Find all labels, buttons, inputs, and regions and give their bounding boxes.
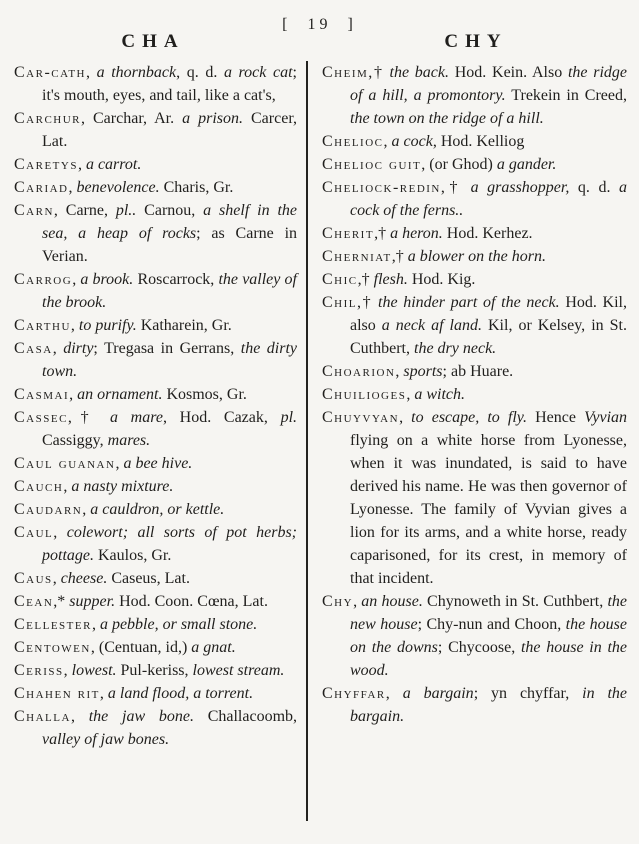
dictionary-entry [322,291,627,360]
entry-headword: Chahen rit [14,685,100,702]
dictionary-entry [14,176,297,199]
entry-text: the hinder part of the neck. [378,294,560,311]
entry-headword: Carchur [14,110,82,127]
entry-headword: Caul guanan [14,455,116,472]
dictionary-entry [322,268,627,291]
entry-text: a blower on the horn. [407,248,546,265]
entry-text: , Hod. Cazak, [162,409,281,426]
entry-text: Caseus, Lat. [107,570,190,587]
entry-text: a grasshopper, [470,179,570,196]
entry-headword: Carn [14,202,54,219]
dictionary-entry [14,659,297,682]
dictionary-entry [322,406,627,590]
entry-text: , Hod. Kelliog [432,133,525,150]
entry-text: the ridge of a hill, a promontory. [350,64,628,104]
entry-headword: Cheim [322,64,369,81]
dictionary-entry [322,383,627,406]
entry-text: , [383,133,392,150]
entry-text: ; Chy-nun and Choon, [417,616,566,633]
dictionary-entry [322,153,627,176]
page-number: [ 19 ] [282,16,357,33]
entry-text: in the bargain. [350,685,628,725]
entry-headword: Carrog [14,271,73,288]
dictionary-entry [14,682,297,705]
entry-text: the house in the wood. [350,639,628,679]
entry-text: Roscarrock, [133,271,219,288]
entry-text: ; Tregasa in Gerrans, [93,340,241,357]
entry-text: , q. d. [176,64,224,81]
entry-text: cheese. [60,570,108,587]
dictionary-entry [322,222,627,245]
dictionary-entry [14,314,297,337]
entry-text: pl. [280,409,298,426]
entry-text: , [406,386,415,403]
entry-text: a heron. [390,225,443,242]
entry-headword: Casa [14,340,53,357]
entry-headword: Cellester [14,616,92,633]
entry-headword: Centowen [14,639,91,656]
entry-text: a rock cat [223,64,293,81]
dictionary-entry [14,337,297,383]
entry-text: ,† [391,248,408,265]
entry-text: flesh. [373,271,408,288]
entry-text: , [52,570,61,587]
entry-headword: Ceriss [14,662,64,679]
running-head-left: CHA [121,31,185,52]
entry-text: Hod. Kil, also [350,294,627,334]
entry-text: the new house [350,593,628,633]
entry-text: benevolence. [76,179,160,196]
entry-text: pl.. [115,202,137,219]
entry-text: , [63,478,72,495]
entry-text: , [353,593,362,610]
entry-headword: Cherniat [322,248,392,265]
entry-headword: Chuilioges [322,386,407,403]
entry-text: , [70,317,79,334]
entry-text: , (or Ghod) [421,156,497,173]
dictionary-entry [14,590,297,613]
entry-text: Katharein, Gr. [136,317,232,334]
entry-text: a thornback [96,64,177,81]
entry-text: , [53,524,67,541]
entry-text: , [385,685,403,702]
entry-headword: Cariad [14,179,69,196]
entry-text: the dirty town. [42,340,298,380]
entry-text: Carnou, [136,202,204,219]
entry-text: the jaw bone. [88,708,194,725]
entry-text: a cock of the ferns.. [350,179,628,219]
entry-text: Kil, or Kelsey, in St. Cuthbert, [350,317,627,357]
entry-headword: Cean [14,593,54,610]
entry-text: ,† [357,271,374,288]
entry-headword: Cherit [322,225,375,242]
dictionary-entry [322,245,627,268]
entry-text: Trekein in Creed, [505,87,628,104]
entry-text: the town on the ridge of a hill. [350,110,544,127]
entry-text: , [86,64,97,81]
entry-text: colewort; all sorts of pot herbs; pottage. [42,524,298,564]
dictionary-entry [14,521,297,567]
entry-text: Cassiggy, [42,432,108,449]
entry-headword: Caus [14,570,53,587]
entry-text: Charis, Gr. [159,179,234,196]
entry-text: , (Centuan, id,) [90,639,192,656]
entry-text: a bargain [402,685,474,702]
entry-text: ,† [357,294,379,311]
entry-headword: Caudarn [14,501,83,518]
entry-text: a nasty mixture. [71,478,174,495]
entry-text: to escape, to fly. [411,409,527,426]
dictionary-entry [322,360,627,383]
entry-text: a neck af land. [381,317,482,334]
dictionary-entry [322,682,627,728]
entry-headword: Caretys [14,156,78,173]
entry-text: , [82,501,91,518]
entry-text: a brook. [80,271,134,288]
entry-headword: Chyffar [322,685,386,702]
entry-text: , Carchar, Ar. [81,110,183,127]
dictionary-entry [14,613,297,636]
entry-text: , [68,179,77,196]
entry-text: an ornament. [77,386,163,403]
entry-headword: Challa [14,708,71,725]
entry-text: ,* [53,593,70,610]
entry-text: Hod. Kein. Also [449,64,568,81]
entry-text: mares. [107,432,151,449]
entry-text: , [69,386,78,403]
dictionary-entry [14,107,297,153]
entry-text: ,† [374,225,391,242]
entry-text: ; ab Huare. [442,363,514,380]
entry-text: Chynoweth in St. Cuthbert, [422,593,608,610]
entry-text: sports [403,363,443,380]
column-divider-rule [306,61,308,821]
entry-text: a shelf in the sea, a heap of rocks [42,202,298,242]
entry-text: dirty [63,340,94,357]
entry-headword: Car-cath [14,64,87,81]
dictionary-entry [322,176,627,222]
entry-text: Hod. Kerhez. [442,225,533,242]
dictionary-entry [14,498,297,521]
dictionary-entry [322,590,627,682]
entry-headword: Chelioc [322,133,384,150]
entry-text: , [72,271,81,288]
entry-text: a mare [109,409,163,426]
entry-text: Hod. Coon. Cœna, Lat. [115,593,268,610]
dictionary-entry [14,383,297,406]
entry-text: the dry neck. [414,340,497,357]
entry-text: a carrot. [85,156,142,173]
entry-text: a witch. [414,386,466,403]
entry-text: lowest stream. [192,662,285,679]
entry-text: a pebble, or small stone. [99,616,258,633]
entry-text: the valley of the brook. [42,271,297,311]
running-head-right: CHY [444,31,508,52]
entry-text: Pul-keriss, [116,662,193,679]
entry-text: a cock [391,133,433,150]
entry-text: a prison. [182,110,244,127]
entry-text: , Carne, [53,202,116,219]
entry-text: , [399,409,412,426]
entry-text: , [70,708,89,725]
entry-text: ,† [67,409,110,426]
entry-headword: Carthu [14,317,71,334]
entry-headword: Chelioc guit [322,156,422,173]
entry-text: , [99,685,108,702]
entry-text: a gnat. [191,639,236,656]
left-column [14,61,297,751]
entry-headword: Chy [322,593,354,610]
entry-headword: Cauch [14,478,64,495]
entry-text: valley of jaw bones. [42,731,170,748]
entry-text: a gander. [496,156,557,173]
entry-text: a cauldron, or kettle. [90,501,225,518]
entry-headword: Caul [14,524,54,541]
dictionary-entry [14,452,297,475]
entry-text: , [77,156,86,173]
dictionary-entry [14,705,297,751]
dictionary-entry [322,61,627,130]
dictionary-entry [14,153,297,176]
dictionary-entry [14,475,297,498]
entry-text: Kaulos, Gr. [94,547,172,564]
entry-text: supper. [69,593,116,610]
entry-text: q. d. [569,179,620,196]
entry-headword: Chil [322,294,357,311]
entry-headword: Cheliock-redin [322,179,441,196]
entry-text: Carcer, Lat. [42,110,298,150]
text-columns [14,61,627,821]
entry-text: , [52,340,64,357]
entry-text: Challacoomb, [193,708,298,725]
dictionary-entry [14,406,297,452]
dictionary-entry [14,636,297,659]
entry-text: to purify. [78,317,137,334]
entry-text: , [63,662,72,679]
entry-text: flying on a white horse from Lyonesse, when it was inundated, is said to have derived his name. He was then governor of Lyonesse. The family of Vyvian gives a lion for its arms, and a white horse, ready caparisoned, for its crest, in memory of that incident. [350,432,627,587]
entry-text: ,† [368,64,390,81]
entry-text: an house. [361,593,423,610]
dictionary-entry [14,61,297,107]
entry-headword: Cassec [14,409,68,426]
entry-text: the house on the downs [350,616,628,656]
entry-text: , [91,616,100,633]
entry-text: lowest. [71,662,117,679]
right-column [322,61,627,728]
entry-text: ; yn chyffar, [473,685,583,702]
dictionary-entry [14,199,297,268]
entry-text: a land flood, a torrent. [107,685,254,702]
dictionary-entry [322,130,627,153]
dictionary-entry [14,567,297,590]
entry-text: ,† [440,179,471,196]
entry-text: , [115,455,124,472]
entry-text: Kosmos, Gr. [162,386,247,403]
entry-text: , [395,363,404,380]
page-header [0,0,639,60]
entry-text: ; it's mouth, eyes, and tail, like a cat's, [42,64,297,104]
dictionary-entry [14,268,297,314]
entry-text: the back. [389,64,449,81]
entry-text: ; Chycoose, [437,639,521,656]
entry-text: ; as Carne in Verian. [42,225,298,265]
entry-headword: Choarion [322,363,396,380]
entry-headword: Casmai [14,386,70,403]
entry-text: a bee hive. [123,455,193,472]
entry-text: Hod. Kig. [407,271,476,288]
entry-text: Hence [527,409,585,426]
entry-headword: Chuyvyan [322,409,400,426]
entry-text: Vyvian [584,409,628,426]
entry-headword: Chic [322,271,358,288]
